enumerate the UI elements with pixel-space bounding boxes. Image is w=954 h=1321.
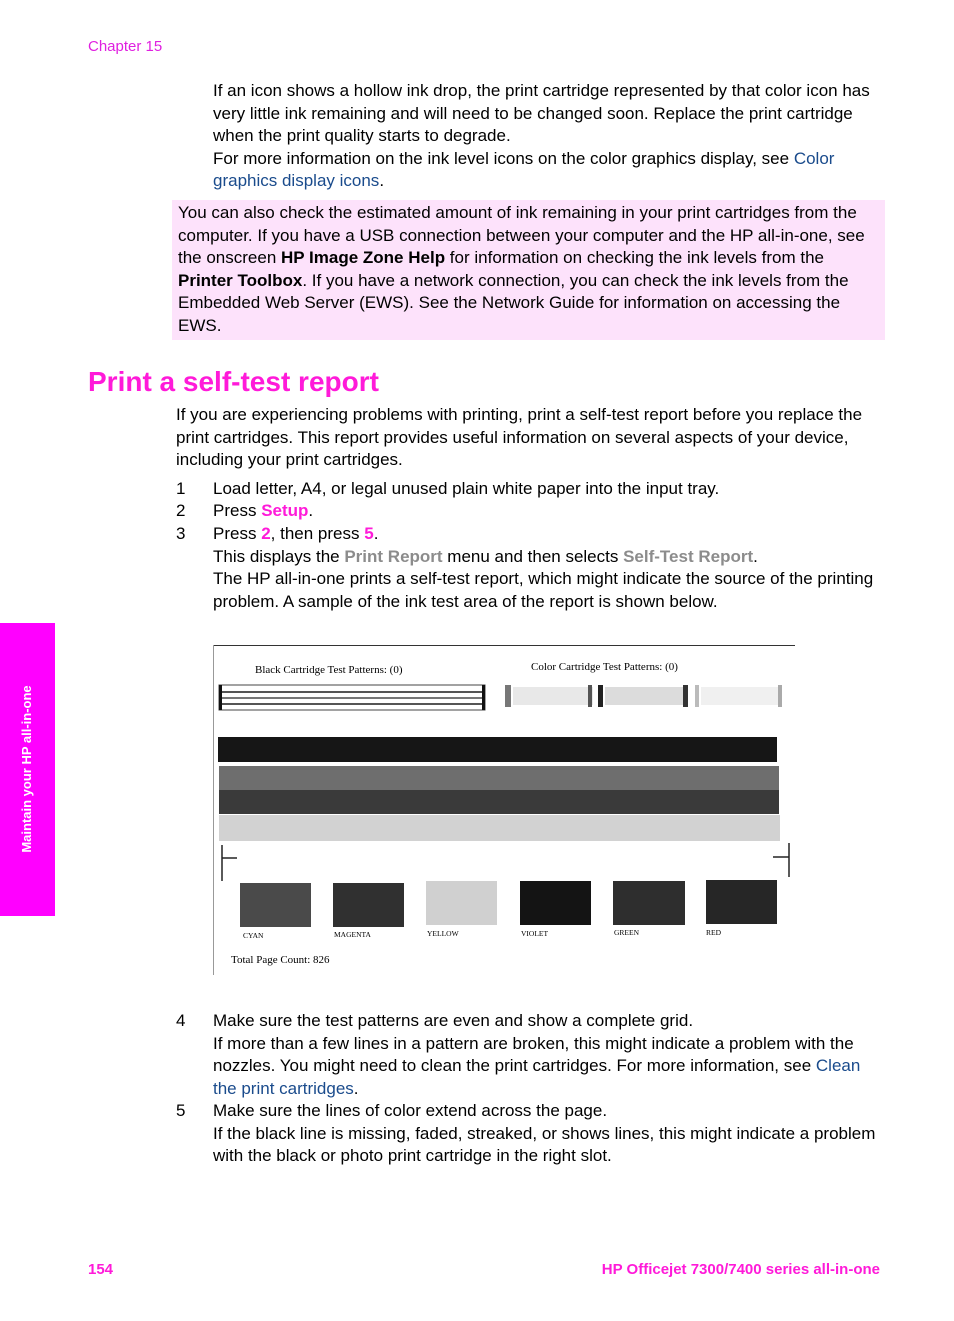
step-text bbox=[213, 523, 885, 546]
section-title: Print a self-test report bbox=[88, 366, 379, 397]
step-suffix: . bbox=[308, 501, 314, 520]
step-4 bbox=[176, 1010, 885, 1100]
color-test-pattern bbox=[505, 685, 782, 707]
swatch-label-red: RED bbox=[706, 928, 721, 937]
more-info-prefix: For more information on the ink level icons on the color graphics display, see bbox=[213, 148, 794, 168]
step-number: 3 bbox=[176, 524, 186, 543]
menu-middle: menu and then selects bbox=[442, 546, 624, 566]
dark-gray-bar bbox=[219, 790, 779, 814]
step-3-menu-text bbox=[213, 546, 885, 569]
note-printer-toolbox: Printer Toolbox bbox=[178, 270, 303, 290]
note-text bbox=[172, 200, 885, 339]
swatch-label-green: GREEN bbox=[614, 928, 639, 937]
self-test-sample-image bbox=[213, 645, 795, 975]
clean-cartridges-link[interactable]: Clean the print cartridges bbox=[213, 1056, 861, 1098]
ink-drop-text: If an icon shows a hollow ink drop, the print cartridge represented by that color icon has very little ink remaining and will need to be changed soon. Replace the print cartridge when the print quality starts to degrade. bbox=[213, 81, 870, 145]
step-suffix: . bbox=[373, 524, 379, 543]
note-part1: You can also check the estimated amount of ink remaining in your print cartridges from the computer. If you have a USB connection between your computer and the HP all-in-one, see the onscreen bbox=[178, 203, 865, 267]
step-text: Make sure the lines of color extend across the page. bbox=[213, 1101, 608, 1120]
step-5-detail: If the black line is missing, faded, streaked, or shows lines, this might indicate a problem with the black or photo print cartridge in the right slot. bbox=[213, 1123, 876, 1165]
step-text: Make sure the test patterns are even and show a complete grid. bbox=[213, 1011, 694, 1030]
note-part3: . If you have a network connection, you can check the ink levels from the Embedded Web Server (EWS). See the Network Guide for information on accessing the EWS. bbox=[178, 270, 849, 335]
menu-prefix: This displays the bbox=[213, 546, 345, 566]
swatch-labels bbox=[243, 928, 722, 940]
step-5 bbox=[176, 1100, 885, 1168]
section-intro: If you are experiencing problems with printing, print a self-test report before you replace the print cartridges. This report provides useful information on several aspects of your device, including your print cartridges. bbox=[176, 405, 863, 469]
more-info-text bbox=[213, 148, 885, 193]
step-number: 1 bbox=[176, 479, 186, 498]
self-test-report-menu: Self-Test Report bbox=[623, 546, 754, 566]
step-prefix: Press bbox=[213, 501, 262, 520]
ink-check-note bbox=[172, 200, 885, 340]
swatch-red bbox=[706, 880, 777, 924]
menu-suffix: . bbox=[753, 546, 758, 566]
swatch-green bbox=[613, 881, 685, 925]
alignment-marks bbox=[222, 843, 789, 881]
total-page-count: Total Page Count: 826 bbox=[231, 954, 330, 966]
print-report-menu: Print Report bbox=[344, 546, 443, 566]
detail-suffix: . bbox=[353, 1078, 359, 1098]
step-4-detail bbox=[213, 1033, 885, 1101]
side-tab-label: Maintain your HP all-in-one bbox=[18, 685, 34, 853]
step-2 bbox=[176, 500, 885, 523]
swatch-label-yellow: YELLOW bbox=[427, 929, 459, 938]
swatch-violet bbox=[520, 881, 591, 925]
page-number: 154 bbox=[88, 1261, 114, 1278]
chapter-label: Chapter 15 bbox=[88, 38, 163, 55]
black-test-pattern bbox=[219, 685, 485, 710]
swatch-label-cyan: CYAN bbox=[243, 931, 264, 940]
side-tab bbox=[0, 623, 55, 916]
step-middle: , then press bbox=[270, 524, 365, 543]
ink-drop-paragraph bbox=[213, 80, 885, 193]
detail-prefix: If more than a few lines in a pattern are broken, this might indicate a problem with the nozzles. You might need to clean the print cartridges. For more information, see bbox=[213, 1033, 854, 1075]
black-bar bbox=[218, 737, 777, 762]
more-info-suffix: . bbox=[379, 171, 385, 190]
swatch-label-magenta: MAGENTA bbox=[334, 930, 371, 939]
light-gray-bar bbox=[219, 815, 780, 841]
color-cartridge-label: Color Cartridge Test Patterns: (0) bbox=[531, 661, 678, 673]
swatch-cyan bbox=[240, 883, 311, 927]
sample-report-graphic bbox=[213, 645, 795, 975]
black-cartridge-label: Black Cartridge Test Patterns: (0) bbox=[255, 664, 403, 676]
step-number: 2 bbox=[176, 501, 186, 520]
color-swatches bbox=[240, 880, 777, 927]
note-part2: for information on checking the ink levels from the bbox=[445, 248, 824, 267]
key-2: 2 bbox=[261, 524, 271, 543]
note-hp-image-zone: HP Image Zone Help bbox=[281, 248, 446, 267]
key-5: 5 bbox=[364, 524, 374, 543]
step-prefix: Press bbox=[213, 524, 262, 543]
step-number: 4 bbox=[176, 1011, 186, 1030]
color-graphics-link[interactable]: Color graphics display icons bbox=[213, 148, 835, 190]
step-text bbox=[213, 500, 885, 523]
swatch-label-violet: VIOLET bbox=[521, 929, 549, 938]
product-name: HP Officejet 7300/7400 series all-in-one bbox=[601, 1261, 880, 1278]
swatch-magenta bbox=[333, 883, 404, 927]
color-bars bbox=[218, 737, 780, 841]
step-1 bbox=[176, 478, 885, 501]
step-number: 5 bbox=[176, 1101, 186, 1120]
swatch-yellow bbox=[426, 881, 497, 925]
setup-key: Setup bbox=[261, 501, 309, 520]
step-text: Load letter, A4, or legal unused plain white paper into the input tray. bbox=[213, 479, 720, 498]
step-3 bbox=[176, 523, 885, 613]
gray-bar bbox=[219, 766, 779, 790]
step-3-result-text: The HP all-in-one prints a self-test report, which might indicate the source of the printing problem. A sample of the ink test area of the report is shown below. bbox=[213, 569, 874, 611]
